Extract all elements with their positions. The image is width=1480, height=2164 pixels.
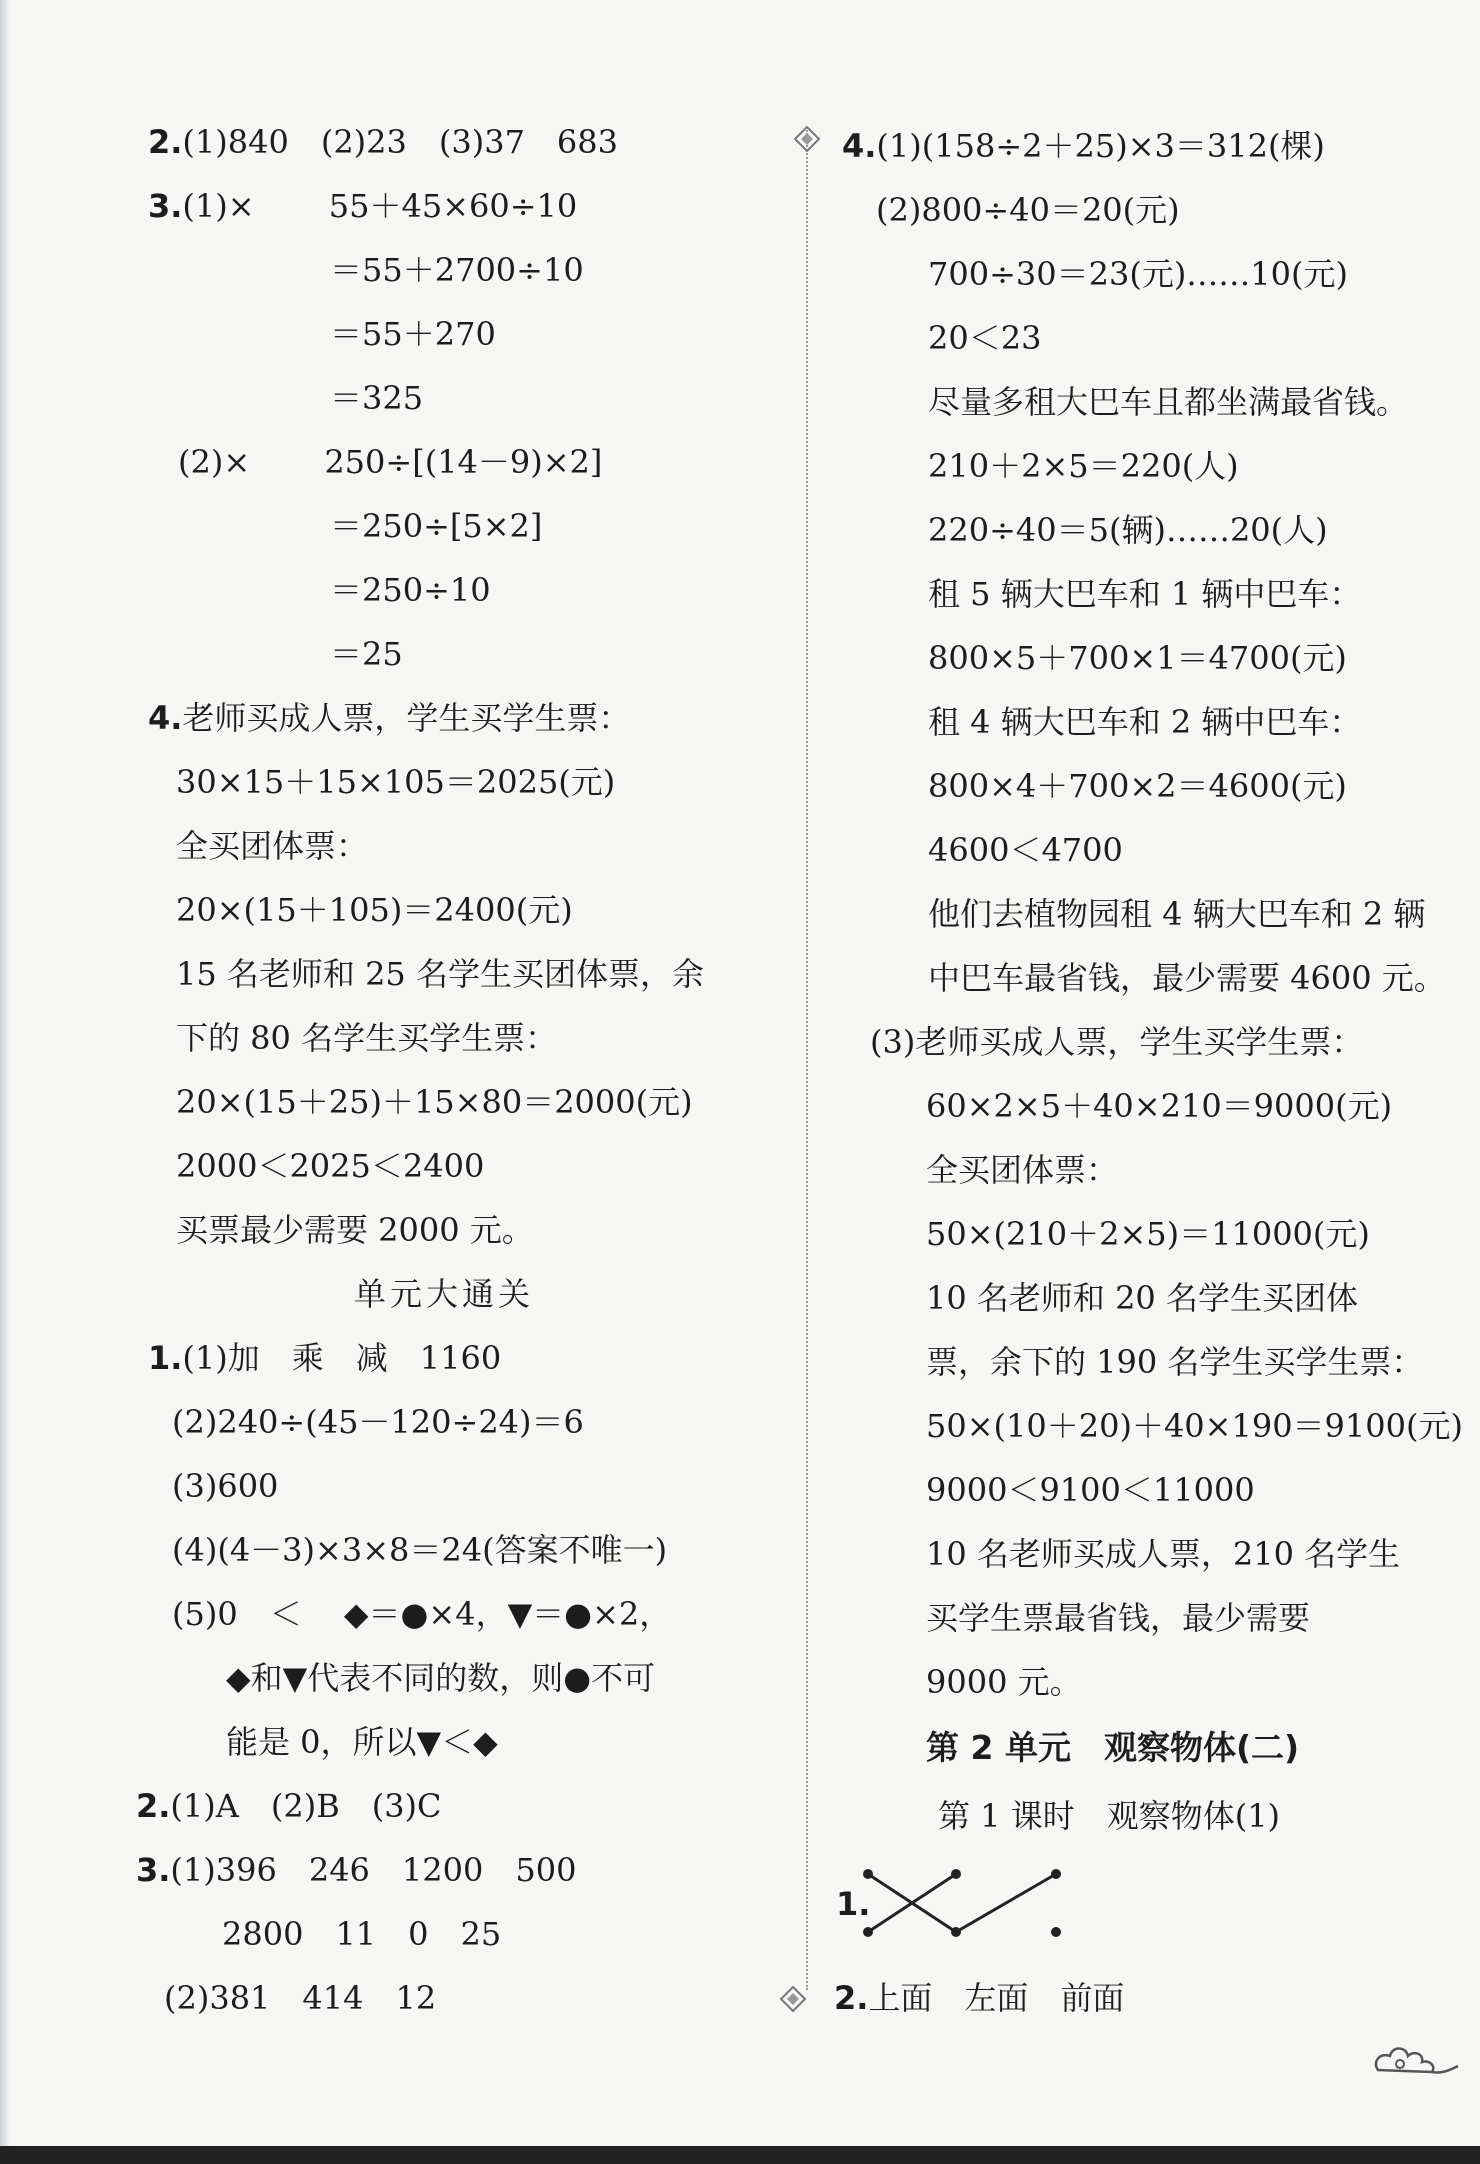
answer-line: 9000 元。 [926, 1663, 1082, 1701]
cloud-ornament-icon [1370, 2040, 1460, 2084]
answer-line: 10 名老师和 20 名学生买团体 [926, 1279, 1358, 1317]
answer-line: 15 名老师和 25 名学生买团体票，余 [176, 955, 704, 993]
answer-line: ＝250÷10 [330, 571, 491, 609]
answer-line: 210＋2×5＝220(人) [928, 447, 1239, 485]
answer-line: 他们去植物园租 4 辆大巴车和 2 辆 [928, 895, 1426, 933]
column-divider [806, 130, 808, 1990]
answer-line: 800×5＋700×1＝4700(元) [928, 639, 1347, 677]
answer-line: (2)800÷40＝20(元) [876, 191, 1180, 229]
answer-line: 买学生票最省钱，最少需要 [926, 1599, 1311, 1637]
answer-line: 中巴车最省钱，最少需要 4600 元。 [928, 959, 1446, 997]
answer-line: (4)(4－3)×3×8＝24(答案不唯一) [172, 1531, 668, 1569]
answer-line: ＝55＋270 [330, 315, 496, 353]
answer-line: 60×2×5＋40×210＝9000(元) [926, 1087, 1393, 1125]
answer-line: 全买团体票： [176, 827, 369, 865]
answer-line: ＝55＋2700÷10 [330, 251, 584, 289]
answer-line: 20＜23 [928, 319, 1042, 357]
answer-line: ＝25 [330, 635, 403, 673]
answer-line: 1.(1)加 乘 减 1160 [148, 1339, 502, 1377]
answer-line: 50×(210＋2×5)＝11000(元) [926, 1215, 1370, 1253]
answer-line: 买票最少需要 2000 元。 [176, 1211, 534, 1249]
matching-lines-diagram [858, 1866, 1068, 1946]
answer-line: 全买团体票： [926, 1151, 1119, 1189]
answer-line: 2.(1)840 (2)23 (3)37 683 [148, 123, 619, 161]
answer-line: 租 4 辆大巴车和 2 辆中巴车： [928, 703, 1362, 741]
ornament-icon [794, 126, 820, 152]
answer-line: 3.(1)× 55＋45×60÷10 [148, 187, 578, 225]
answer-line: 800×4＋700×2＝4600(元) [928, 767, 1347, 805]
answer-line: (2)381 414 12 [164, 1979, 437, 2017]
answer-line: 1. [836, 1885, 871, 1923]
answer-line: 票，余下的 190 名学生买学生票： [926, 1343, 1424, 1381]
answer-line: 220÷40＝5(辆)……20(人) [928, 511, 1328, 549]
answer-line: 2.(1)A (2)B (3)C [136, 1787, 442, 1825]
page-bottom-bar [0, 2146, 1480, 2164]
answer-line: 30×15＋15×105＝2025(元) [176, 763, 616, 801]
answer-line: (3)老师买成人票，学生买学生票： [870, 1023, 1364, 1061]
answer-line: 2.上面 左面 前面 [834, 1979, 1125, 2017]
answer-line: (2)× 250÷[(14－9)×2] [178, 443, 603, 481]
answer-line: ＝250÷[5×2] [330, 507, 543, 545]
answer-line: ＝325 [330, 379, 424, 417]
answer-line: 租 5 辆大巴车和 1 辆中巴车： [928, 575, 1362, 613]
answer-line: 50×(10＋20)＋40×190＝9100(元) [926, 1407, 1463, 1445]
answer-line: 2800 11 0 25 [222, 1915, 502, 1953]
page-edge-shadow [0, 0, 10, 2164]
answer-line: 4.(1)(158÷2＋25)×3＝312(棵) [842, 127, 1325, 165]
section-heading: 单元大通关 [354, 1275, 535, 1313]
answer-line: 能是 0，所以▼＜◆ [226, 1723, 498, 1761]
answer-line: (3)600 [172, 1467, 279, 1505]
answer-line: (2)240÷(45－120÷24)＝6 [172, 1403, 584, 1441]
answer-line: 700÷30＝23(元)……10(元) [928, 255, 1348, 293]
answer-line: ◆和▼代表不同的数，则●不可 [226, 1659, 656, 1697]
answer-line: 3.(1)396 246 1200 500 [136, 1851, 577, 1889]
unit-heading: 第 2 单元 观察物体(二) [926, 1728, 1300, 1767]
answer-line: 下的 80 名学生买学生票： [176, 1019, 558, 1057]
answer-line: 10 名老师买成人票，210 名学生 [926, 1535, 1401, 1573]
lesson-heading: 第 1 课时 观察物体(1) [938, 1797, 1281, 1835]
answer-line: 4600＜4700 [928, 831, 1123, 869]
answer-line: 20×(15＋105)＝2400(元) [176, 891, 573, 929]
answer-line: 20×(15＋25)＋15×80＝2000(元) [176, 1083, 693, 1121]
answer-line: 尽量多租大巴车且都坐满最省钱。 [928, 383, 1409, 421]
ornament-icon [780, 1986, 806, 2012]
answer-line: 2000＜2025＜2400 [176, 1147, 485, 1185]
answer-line: 4.老师买成人票，学生买学生票： [148, 699, 631, 737]
answer-line: 9000＜9100＜11000 [926, 1471, 1255, 1509]
answer-line: (5)0 ＜ ◆＝●×4，▼＝●×2， [172, 1595, 672, 1633]
